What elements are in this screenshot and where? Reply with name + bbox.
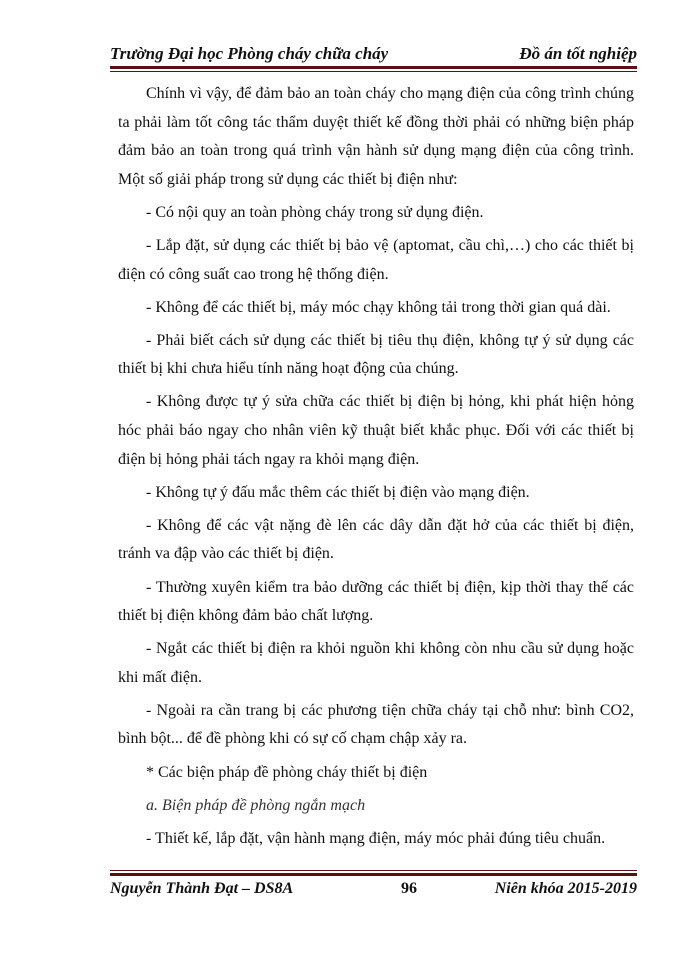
subsection-heading: a. Biện pháp đề phòng ngắn mạch (146, 796, 366, 814)
bullet-item: - Không được tự ý sửa chữa các thiết bị điện bị hỏng, khi phát hiện hỏng hóc phải báo ngay cho nhân viên kỹ thuật biết khắc phục. Đối với các thiết bị điện bị hỏng phải tách ngay ra khỏi mạng điện. (118, 393, 634, 468)
bullet-item: - Không để các thiết bị, máy móc chạy không tải trong thời gian quá dài. (146, 298, 611, 316)
footer-academic-years: Niên khóa 2015-2019 (494, 880, 637, 897)
header-rule (110, 66, 637, 72)
bullet-item: - Ngoài ra cần trang bị các phương tiện chữa cháy tại chỗ như: bình CO2, bình bột... để đề phòng khi có sự cố chạm chập xảy ra. (118, 701, 634, 748)
bullet-item: - Có nội quy an toàn phòng cháy trong sử dụng điện. (146, 203, 484, 221)
bullet-item: - Phải biết cách sử dụng các thiết bị tiêu thụ điện, không tự ý sử dụng các thiết bị khi chưa hiểu tính năng hoạt động của chúng. (118, 331, 634, 378)
header-school-name: Trường Đại học Phòng cháy chữa cháy (110, 44, 389, 63)
page-header (110, 38, 637, 64)
bullet-item: - Lắp đặt, sử dụng các thiết bị bảo vệ (aptomat, cầu chì,…) cho các thiết bị điện có công suất cao trong hệ thống điện. (118, 236, 634, 283)
bullet-item: - Không để các vật nặng đè lên các dây dẫn đặt hở của các thiết bị điện, tránh va đập vào các thiết bị điện. (118, 516, 634, 563)
bullet-item: - Ngắt các thiết bị điện ra khỏi nguồn khi không còn nhu cầu sử dụng hoặc khi mất điện. (118, 640, 634, 686)
footer-author: Nguyễn Thành Đạt – DS8A (110, 880, 294, 897)
bullet-item: - Thiết kế, lắp đặt, vận hành mạng điện, máy móc phải đúng tiêu chuẩn. (146, 829, 606, 847)
page-footer (110, 880, 637, 898)
body-text (118, 80, 634, 858)
paragraph: Chính vì vậy, để đảm bảo an toàn cháy cho mạng điện của công trình chúng ta phải làm tốt công tác thẩm duyệt thiết kế đồng thời phải có những biện pháp đảm bảo an toàn trong quá trình vận hành sử dụng mạng điện của công trình. Một số giải pháp trong sử dụng các thiết bị điện như: (118, 85, 634, 188)
bullet-item: - Không tự ý đấu mắc thêm các thiết bị điện vào mạng điện. (146, 483, 530, 501)
footer-rule (110, 870, 637, 876)
page-number: 96 (400, 880, 417, 897)
header-document-type: Đồ án tốt nghiệp (519, 44, 637, 63)
section-heading: * Các biện pháp đề phòng cháy thiết bị điện (146, 763, 428, 781)
bullet-item: - Thường xuyên kiểm tra bảo dưỡng các thiết bị điện, kịp thời thay thế các thiết bị điện không đảm bảo chất lượng. (118, 578, 634, 625)
